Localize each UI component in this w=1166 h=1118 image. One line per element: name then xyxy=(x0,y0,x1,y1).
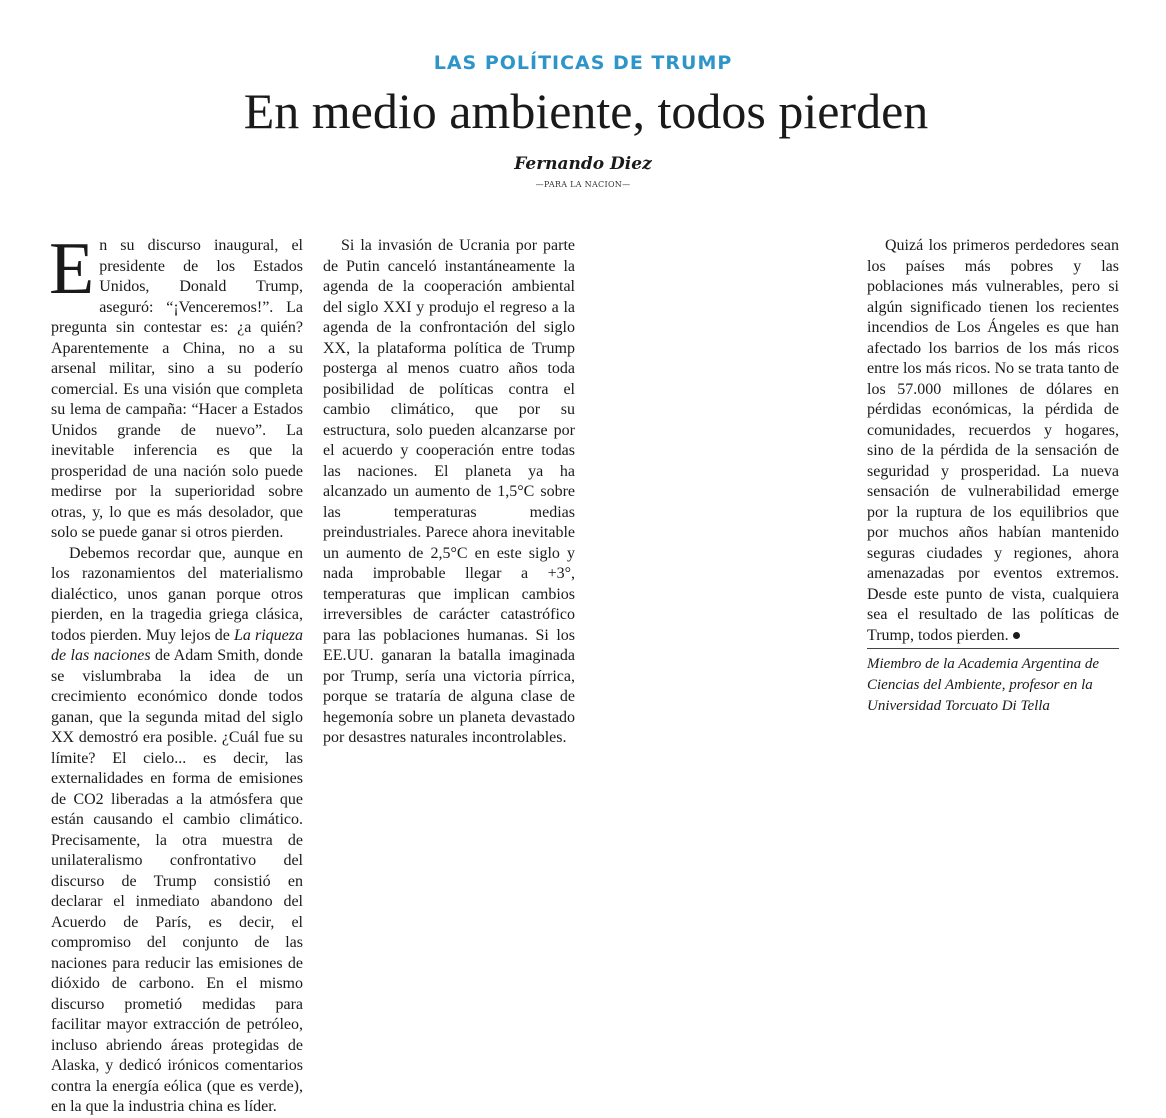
drop-cap: E xyxy=(49,228,95,310)
byline-credit: —PARA LA NACION— xyxy=(535,180,631,189)
article-column-1 xyxy=(49,228,303,1118)
end-of-article-mark xyxy=(1013,632,1020,639)
article-paragraph-1 xyxy=(49,228,303,544)
article-paragraph-3: Si la invasión de Ucrania por parte de Putin canceló instantáneamente la agenda de la cooperación ambiental del siglo XXI y produjo el regreso a la agenda de la confrontación del siglo XX, la plataforma política de Trump posterga al menos cuatro años toda posibilidad de políticas contra el cambio climático, que por su estructura, solo pueden alcanzarse por el acuerdo y cooperación entre todas las naciones. El planeta ya ha alcanzado un aumento de 1,5°C sobre las temperaturas medias preindustriales. Parece ahora inevitable un aumento de 2,5°C en este siglo y nada improbable llegar a +3°, temperaturas que implican cambios irreversibles de carácter catastrófico para las poblaciones humanas. Si los EE.UU. ganaran la batalla imaginada por Trump, sería una victoria pírrica, porque se trataría de alguna clase de hegemonía sobre un planeta devastado por desastres naturales incontrolables. xyxy=(323,237,575,746)
author-bio: Miembro de la Academia Argentina de Ciencias del Ambiente, profesor en la Universidad Torcuato Di Tella xyxy=(867,656,1100,714)
paragraph-1-text: n su discurso inaugural, el presidente de los Estados Unidos, Donald Trump, aseguró: “¡Venceremos!”. La pregunta sin contestar es: ¿a quién? Aparentemente a China, no a su arsenal militar, sino a su poderío comercial. Es una visión que completa su lema de campaña: “Hacer a Estados Unidos grande de nuevo”. La inevitable inferencia es que la prosperidad de una nación solo puede medirse por la superioridad sobre otras, y, lo que es más desolador, que solo se puede ganar si otros pierden. xyxy=(51,237,303,541)
byline: Fernando Diez xyxy=(514,154,652,174)
article-paragraph-4 xyxy=(867,236,1119,646)
article-column-2 xyxy=(323,236,575,749)
paragraph-2-text-a: Debemos recordar que, aunque en los razonamientos del materialismo dialéctico, unos ganan porque otros pierden, en la tragedia griega clásica, todos pierden. Muy lejos de xyxy=(51,544,303,644)
headline: En medio ambiente, todos pierden xyxy=(243,83,929,139)
paragraph-2-text-b: de Adam Smith, donde se vislumbraba la idea de un crecimiento económico donde todos ganan, que la segunda mitad del siglo XX demostró era posible. ¿Cuál fue su límite? El cielo... es decir, las externalidades en forma de emisiones de CO2 liberadas a la atmósfera que están causando el cambio climático. Precisamente, la otra muestra de unilateralismo confrontativo del discurso de Trump consistió en declarar el inmediato abandono del Acuerdo de París, es decir, el compromiso del conjunto de las naciones para reducir las emisiones de dióxido de carbono. En el mismo discurso prometió medidas para facilitar mayor extracción de petróleo, incluso abriendo áreas protegidas de Alaska, y dedicó irónicos comentarios contra la energía eólica (que es verde), en la que la industria china es líder. xyxy=(51,647,303,1115)
article-paragraph-2 xyxy=(51,544,303,1118)
section-kicker: LAS POLÍTICAS DE TRUMP xyxy=(433,52,733,74)
article-column-4 xyxy=(867,236,1119,646)
bio-divider xyxy=(867,648,1119,649)
paragraph-4-text: Quizá los primeros perdedores sean los países más pobres y las poblaciones más vulnerables, pero si algún significado tienen los recientes incendios de Los Ángeles es que han afectado los barrios de los más ricos entre los más ricos. No se trata tanto de los 57.000 millones de dólares en pérdidas económicas, la pérdida de comunidades, recuerdos y hogares, sino de la pérdida de la sensación de seguridad y prosperidad. La nueva sensación de vulnerabilidad emerge por la ruptura de los equilibrios que por muchos años habían mantenido seguras ciudades y regiones, ahora amenazadas por eventos extremos. Desde este punto de vista, cualquiera sea el resultado de las políticas de Trump, todos pierden. xyxy=(867,237,1119,644)
book-title: La riqueza de las naciones xyxy=(51,626,303,664)
